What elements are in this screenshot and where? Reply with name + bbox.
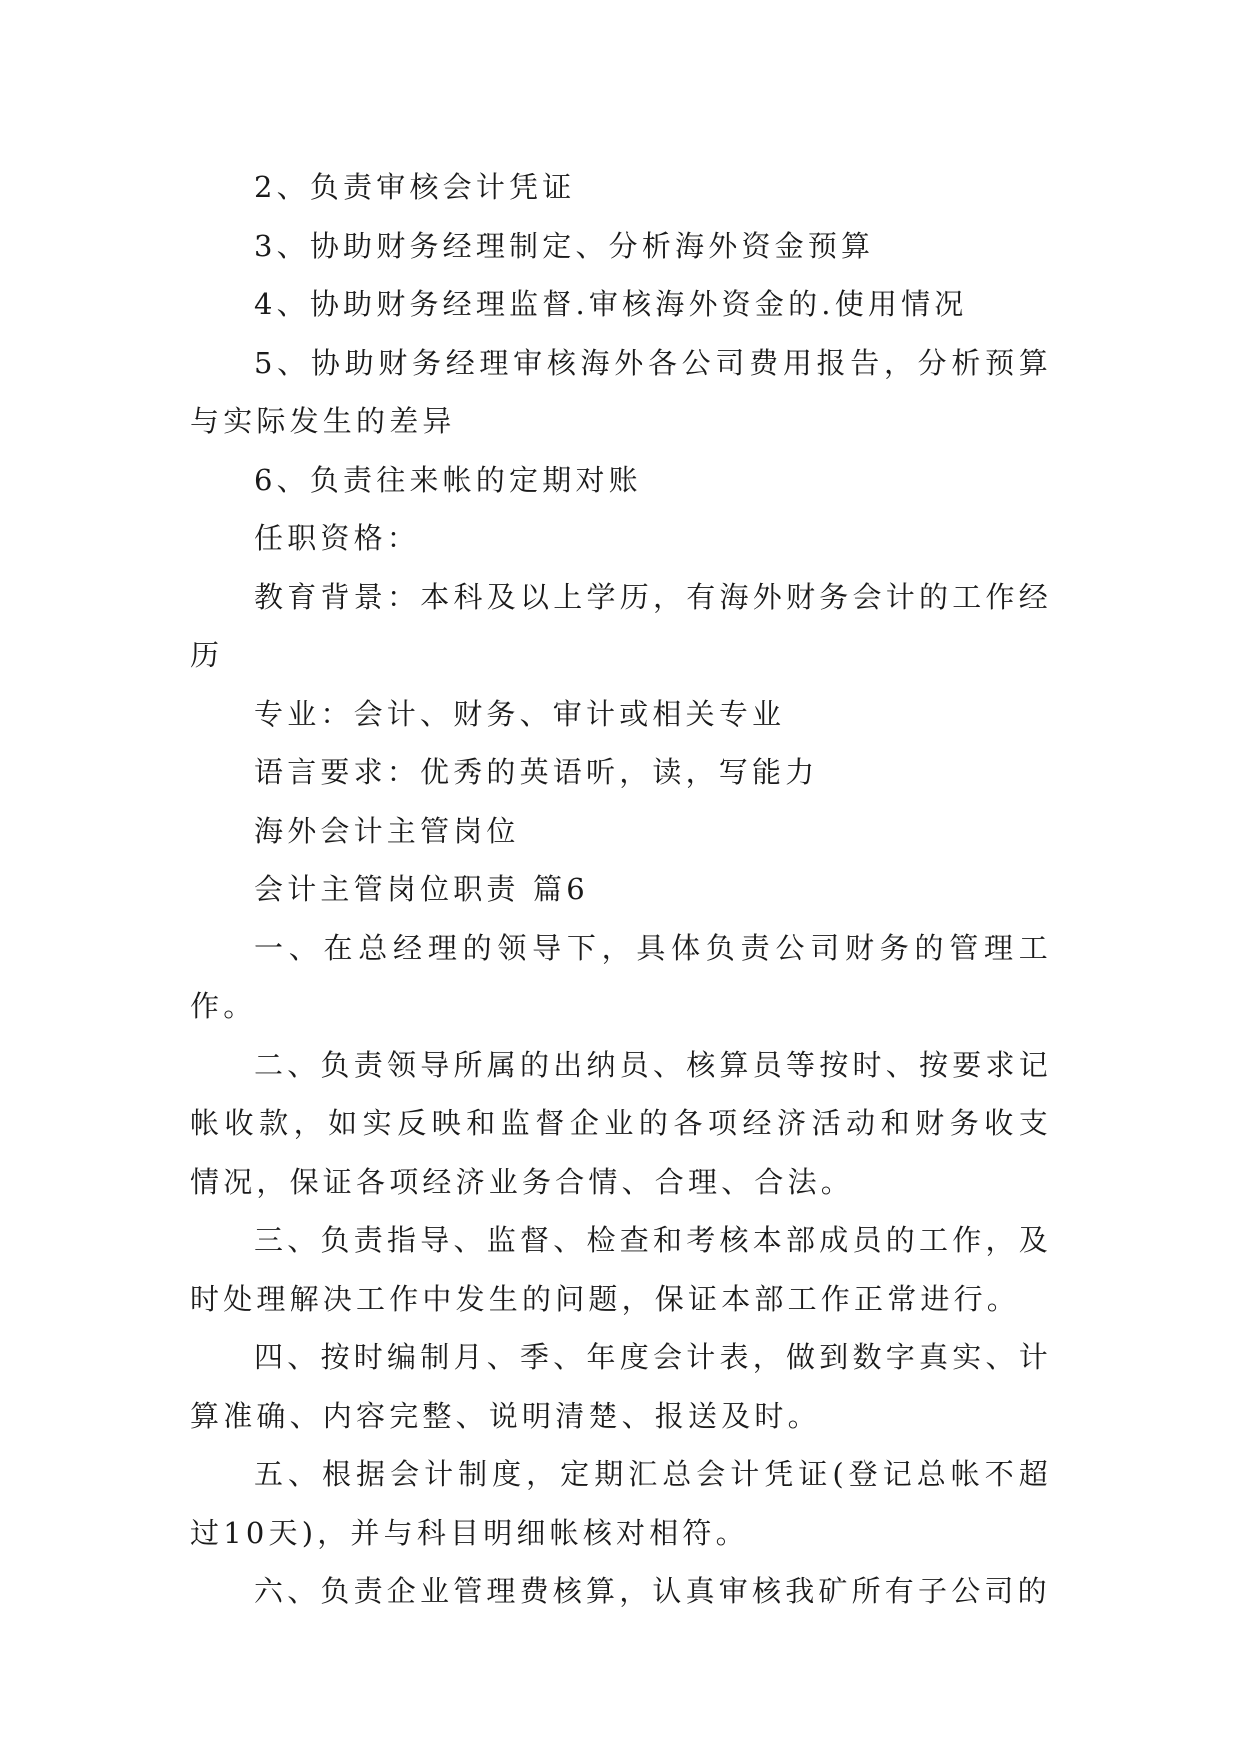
document-page bbox=[190, 158, 1052, 1621]
paragraph: 一、在总经理的领导下，具体负责公司财务的管理工作。 bbox=[190, 930, 1052, 1023]
paragraph: 教育背景：本科及以上学历，有海外财务会计的工作经历 bbox=[190, 579, 1052, 672]
paragraph: 5、协助财务经理审核海外各公司费用报告，分析预算与实际发生的差异 bbox=[190, 345, 1052, 438]
paragraph: 海外会计主管岗位 bbox=[254, 813, 520, 848]
paragraph: 三、负责指导、监督、检查和考核本部成员的工作，及时处理解决工作中发生的问题，保证本部工作正常进行。 bbox=[190, 1223, 1052, 1316]
paragraph: 五、根据会计制度，定期汇总会计凭证(登记总帐不超过10天)，并与科目明细帐核对相符。 bbox=[190, 1457, 1052, 1550]
paragraph: 四、按时编制月、季、年度会计表，做到数字真实、计算准确、内容完整、说明清楚、报送及时。 bbox=[190, 1340, 1052, 1433]
paragraph: 3、协助财务经理制定、分析海外资金预算 bbox=[254, 228, 875, 263]
paragraph: 二、负责领导所属的出纳员、核算员等按时、按要求记帐收款，如实反映和监督企业的各项经济活动和财务收支情况，保证各项经济业务合情、合理、合法。 bbox=[190, 1047, 1052, 1199]
paragraph: 六、负责企业管理费核算，认真审核我矿所有子公司的 bbox=[254, 1574, 1051, 1608]
paragraph: 专业：会计、财务、审计或相关专业 bbox=[254, 696, 786, 731]
paragraph: 2、负责审核会计凭证 bbox=[254, 170, 576, 204]
section-title: 会计主管岗位职责 篇6 bbox=[254, 872, 589, 906]
paragraph: 4、协助财务经理监督.审核海外资金的.使用情况 bbox=[254, 287, 968, 321]
paragraph: 6、负责往来帐的定期对账 bbox=[254, 462, 642, 497]
section-heading: 任职资格： bbox=[254, 521, 421, 555]
paragraph: 语言要求：优秀的英语听，读，写能力 bbox=[254, 755, 819, 789]
